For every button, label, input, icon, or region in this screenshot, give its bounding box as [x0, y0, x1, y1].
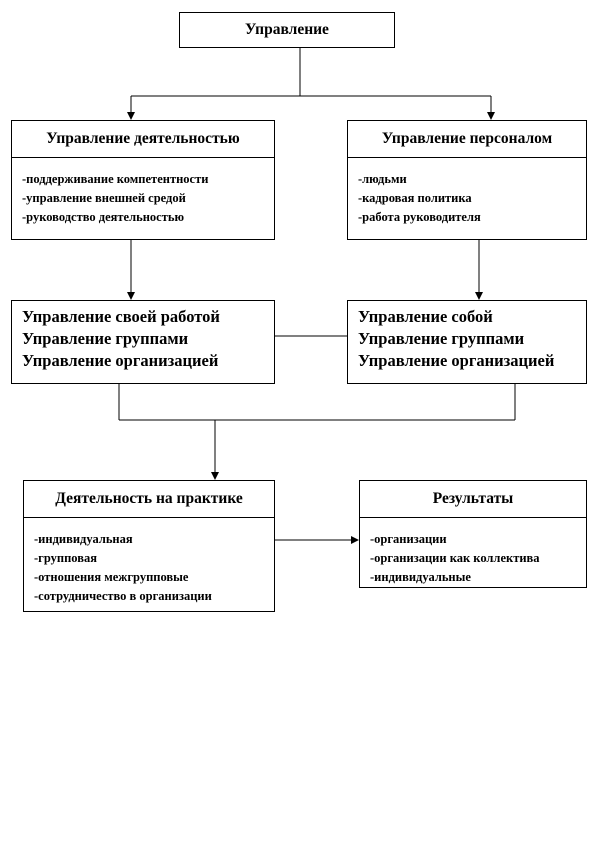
- results-box: [359, 480, 587, 588]
- list-item: -кадровая политика: [358, 191, 472, 205]
- list-item: -индивидуальные: [370, 570, 471, 584]
- mid-right-lines: [348, 301, 586, 372]
- mid-left-line: Управление организацией: [22, 351, 219, 370]
- list-item: -руководство деятельностью: [22, 210, 185, 224]
- activity-title: Управление деятельностью: [12, 121, 274, 158]
- list-item: -организации как коллектива: [370, 551, 540, 565]
- results-list: [360, 518, 586, 587]
- mid-left-box: [11, 300, 275, 384]
- mid-right-line: Управление собой: [358, 307, 493, 326]
- activity-list: [12, 158, 274, 227]
- root-title: Управление: [245, 21, 329, 38]
- practice-list: [24, 518, 274, 606]
- list-item: -сотрудничество в организации: [34, 589, 212, 603]
- practice-title: Деятельность на практике: [24, 481, 274, 518]
- list-item: -работа руководителя: [358, 210, 481, 224]
- activity-box: [11, 120, 275, 240]
- list-item: -отношения межгрупповые: [34, 570, 189, 584]
- results-title: Результаты: [360, 481, 586, 518]
- list-item: -организации: [370, 532, 447, 546]
- list-item: -людьми: [358, 172, 407, 186]
- personnel-list: [348, 158, 586, 227]
- mid-right-line: Управление группами: [358, 329, 525, 348]
- list-item: -групповая: [34, 551, 97, 565]
- mid-left-line: Управление группами: [22, 329, 189, 348]
- list-item: -управление внешней средой: [22, 191, 186, 205]
- root-box: [179, 12, 395, 48]
- list-item: -индивидуальная: [34, 532, 133, 546]
- list-item: -поддерживание компетентности: [22, 172, 209, 186]
- personnel-title: Управление персоналом: [348, 121, 586, 158]
- mid-left-lines: [12, 301, 274, 372]
- practice-box: [23, 480, 275, 612]
- mid-right-line: Управление организацией: [358, 351, 555, 370]
- personnel-box: [347, 120, 587, 240]
- mid-right-box: [347, 300, 587, 384]
- mid-left-line: Управление своей работой: [22, 307, 220, 326]
